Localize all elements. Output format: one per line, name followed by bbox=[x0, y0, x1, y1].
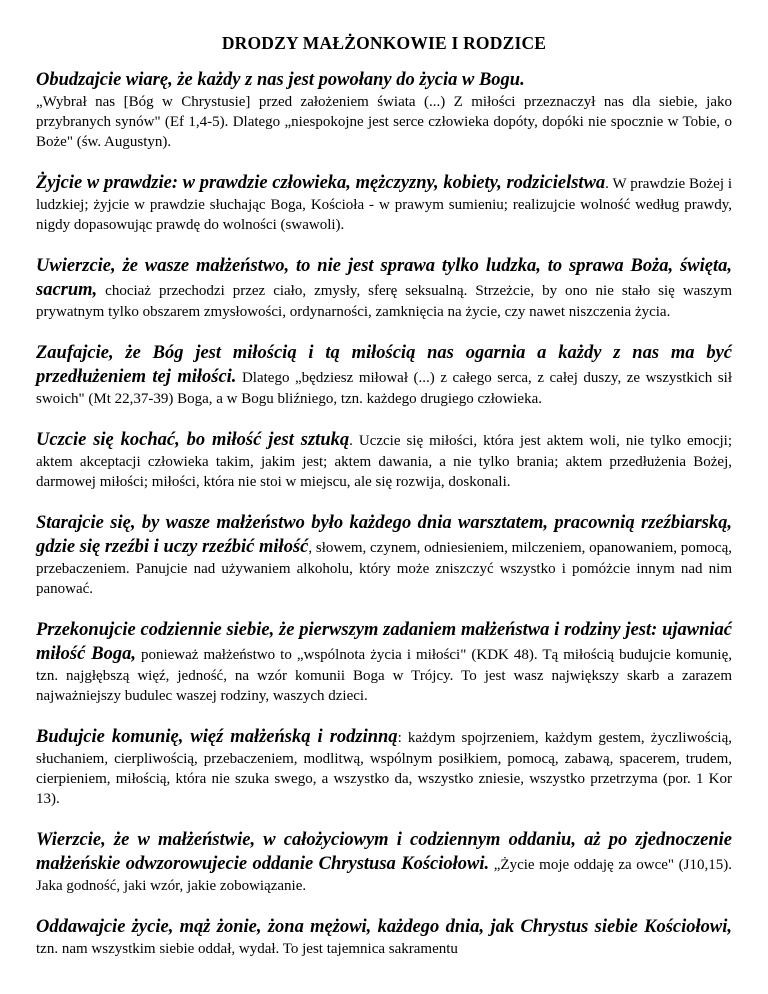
paragraph-lead: Budujcie komunię, więź małżeńską i rodzinną bbox=[36, 727, 398, 747]
paragraph-lead: Starajcie się, by wasze małżeństwo było każdego dnia warsztatem, pracownią rzeźbiarską, gdzie się rzeźbi i uczy rzeźbić miłość bbox=[36, 513, 732, 557]
paragraph-body: Dlatego „będziesz miłował (...) z całego serca, z całej duszy, ze wszystkich sił swoich" (Mt 22,37-39) Boga, a w Bogu bliźniego, tzn. każdego drugiego człowieka. bbox=[36, 370, 732, 407]
paragraph-lead: Żyjcie w prawdzie: w prawdzie człowieka, mężczyzny, kobiety, rodzicielstwa bbox=[36, 173, 606, 193]
document-page bbox=[36, 32, 732, 978]
paragraph-body: : każdym spojrzeniem, każdym gestem, życzliwością, słuchaniem, cierpliwością, przebaczeniem, modlitwą, wspólnym posiłkiem, pomocą, zabawą, spacerem, trudem, cierpieniem, miłością, która nie szuka swego, a wszystko da, wszystko zniesie, wszystko przetrzyma (por. 1 Kor 13). bbox=[36, 730, 732, 807]
paragraph-sacrum bbox=[36, 254, 732, 322]
paragraph-communion bbox=[36, 725, 732, 809]
paragraph-body: . Uczcie się miłości, która jest aktem woli, nie tylko emocji; aktem akceptacji człowieka takim, jakim jest; aktem dawania, a nie tylko brania; aktem przedłużenia Bożej, darmowej miłości; miłości, która nie stoi w miejscu, ale się rozwija, doskonali. bbox=[36, 433, 732, 490]
paragraph-believe bbox=[36, 828, 732, 896]
paragraph-lead: Wierzcie, że w małżeństwie, w całożyciowym i codziennym oddaniu, aż po zjednoczenie małżeńskie odwzorowujecie oddanie Chrystusa Kościołowi. bbox=[36, 830, 732, 874]
paragraph-body: ponieważ małżeństwo to „wspólnota życia i miłości" (KDK 48). Tą miłością budujcie komunię, tzn. najgłębszą więź, jedność, na wzór komunii Boga w Trójcy. To jest wasz największy skarb a zarazem najważniejszy budulec waszej rodziny, waszych dzieci. bbox=[36, 647, 732, 704]
paragraph-body: tzn. nam wszystkim siebie oddał, wydał. To jest tajemnica sakramentu bbox=[36, 941, 458, 957]
paragraph-lead: Zaufajcie, że Bóg jest miłością i tą miłością nas ogarnia a każdy z nas ma być przedłużeniem tej miłości. bbox=[36, 343, 732, 387]
paragraph-truth bbox=[36, 171, 732, 235]
paragraph-body: . W prawdzie Bożej i ludzkiej; żyjcie w prawdzie słuchając Boga, Kościoła - w prawym sumieniu; realizujcie wolność według prawdy, nigdy dopasowując prawdę do wolności (swawoli). bbox=[36, 176, 732, 233]
paragraph-body: „Wybrał nas [Bóg w Chrystusie] przed założeniem świata (...) Z miłości przeznaczył nas dla siebie, jako przybranych synów" (Ef 1,4-5). Dlatego „niespokojne jest serce człowieka dopóty, dopóki nie spocznie w Tobie, o Boże" (św. Augustyn). bbox=[36, 94, 732, 150]
paragraph-lead: Obudzajcie wiarę, że każdy z nas jest powołany do życia w Bogu. bbox=[36, 70, 525, 90]
paragraph-body: chociaż przechodzi przez ciało, zmysły, sferę seksualną. Strzeżcie, by ono nie stało się waszym prywatnym tylko obszarem zmysłowości, ordynarności, zamknięcia na życie, czy nawet niszczenia życia. bbox=[36, 283, 732, 320]
paragraph-body: „Życie moje oddaję za owce" (J10,15). Jaka godność, jaki wzór, jakie zobowiązanie. bbox=[36, 857, 732, 894]
document-title: DRODZY MAŁŻONKOWIE I RODZICE bbox=[221, 33, 547, 53]
paragraph-first-task bbox=[36, 618, 732, 706]
paragraph-workshop bbox=[36, 511, 732, 599]
paragraph-lead: Uwierzcie, że wasze małżeństwo, to nie jest sprawa tylko ludzka, to sprawa Boża, święta, sacrum, bbox=[36, 256, 732, 300]
paragraph-give-life bbox=[36, 915, 732, 959]
paragraph-faith bbox=[36, 68, 732, 152]
paragraph-trust bbox=[36, 341, 732, 409]
paragraph-lead: Uczcie się kochać, bo miłość jest sztuką bbox=[36, 430, 350, 450]
paragraph-lead: Przekonujcie codziennie siebie, że pierwszym zadaniem małżeństwa i rodziny jest: ujawniać miłość Boga, bbox=[36, 620, 732, 664]
paragraph-lead: Oddawajcie życie, mąż żonie, żona mężowi, każdego dnia, jak Chrystus siebie Kościołowi, bbox=[36, 917, 732, 937]
paragraph-love-art bbox=[36, 428, 732, 492]
paragraph-body: , słowem, czynem, odniesieniem, milczeniem, opanowaniem, pomocą, przebaczeniem. Panujcie nad używaniem alkoholu, który może zniszczyć wszystko i pomóżcie innym nad nim panować. bbox=[36, 540, 732, 597]
